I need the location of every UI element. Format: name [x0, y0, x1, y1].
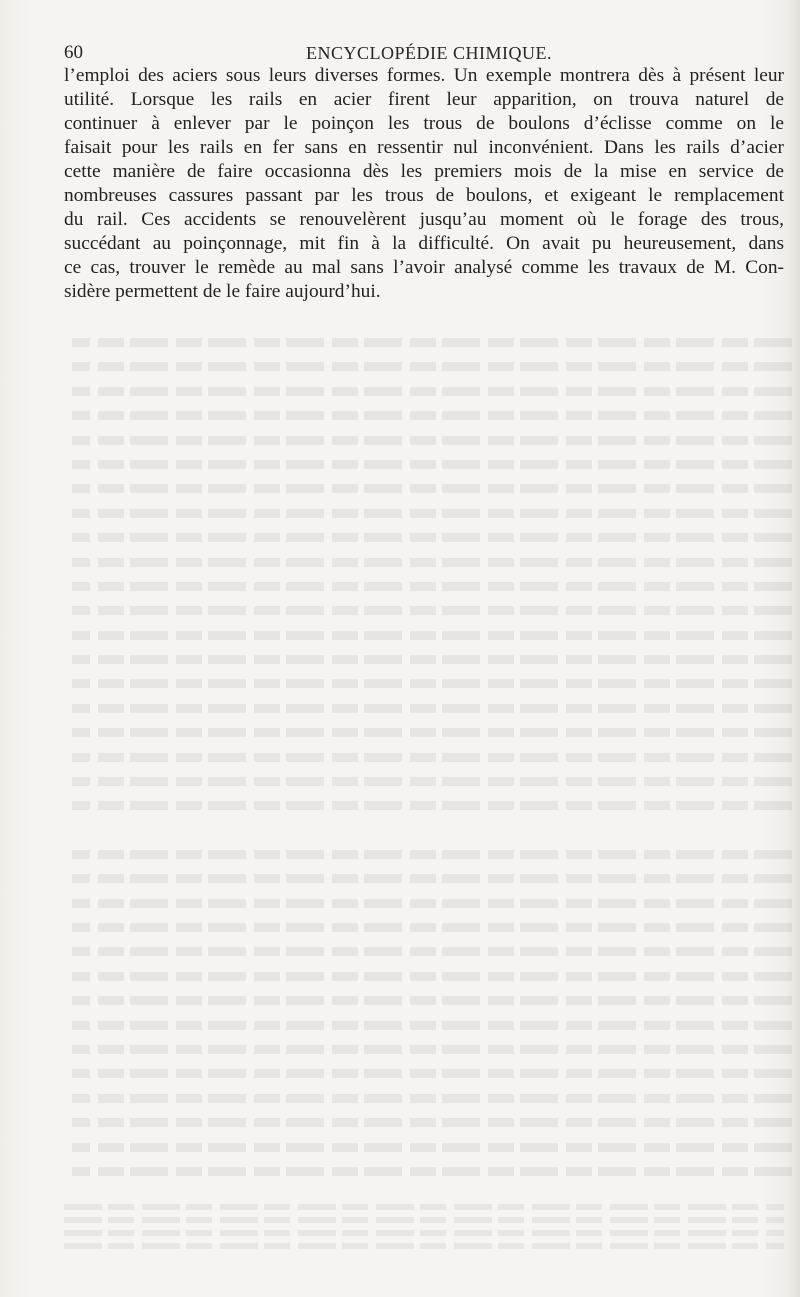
- body-paragraph: [64, 64, 784, 304]
- text-line: du rail. Ces accidents se renouvelèrent jusqu’au moment où le forage des trous,: [64, 209, 784, 230]
- text-line: utilité. Lorsque les rails en acier firent leur apparition, on trouva naturel de: [64, 89, 784, 110]
- show-through-texture: [72, 330, 792, 1060]
- running-title: ENCYCLOPÉDIE CHIMIQUE.: [306, 43, 552, 63]
- show-through-footnote-texture: [64, 1200, 784, 1260]
- text-line: continuer à enlever par le poinçon les trous de boulons d’éclisse comme on le: [64, 113, 784, 134]
- text-line: ce cas, trouver le remède au mal sans l’avoir analysé comme les travaux de M. Con-: [64, 257, 784, 278]
- text-line: cette manière de faire occasionna dès les premiers mois de la mise en service de: [64, 161, 784, 182]
- text-line: sidère permettent de le faire aujourd’hui.: [64, 281, 381, 302]
- page-edge-shadow: [786, 0, 800, 1297]
- text-line: faisait pour les rails en fer sans en ressentir nul inconvénient. Dans les rails d’acier: [64, 137, 784, 158]
- page-number: 60: [64, 42, 83, 63]
- text-line: nombreuses cassures passant par les trous de boulons, et exigeant le remplacement: [64, 185, 784, 206]
- text-line: succédant au poinçonnage, mit fin à la difficulté. On avait pu heureusement, dans: [64, 233, 784, 254]
- text-line: l’emploi des aciers sous leurs diverses formes. Un exemple montrera dès à présent leur: [64, 65, 784, 86]
